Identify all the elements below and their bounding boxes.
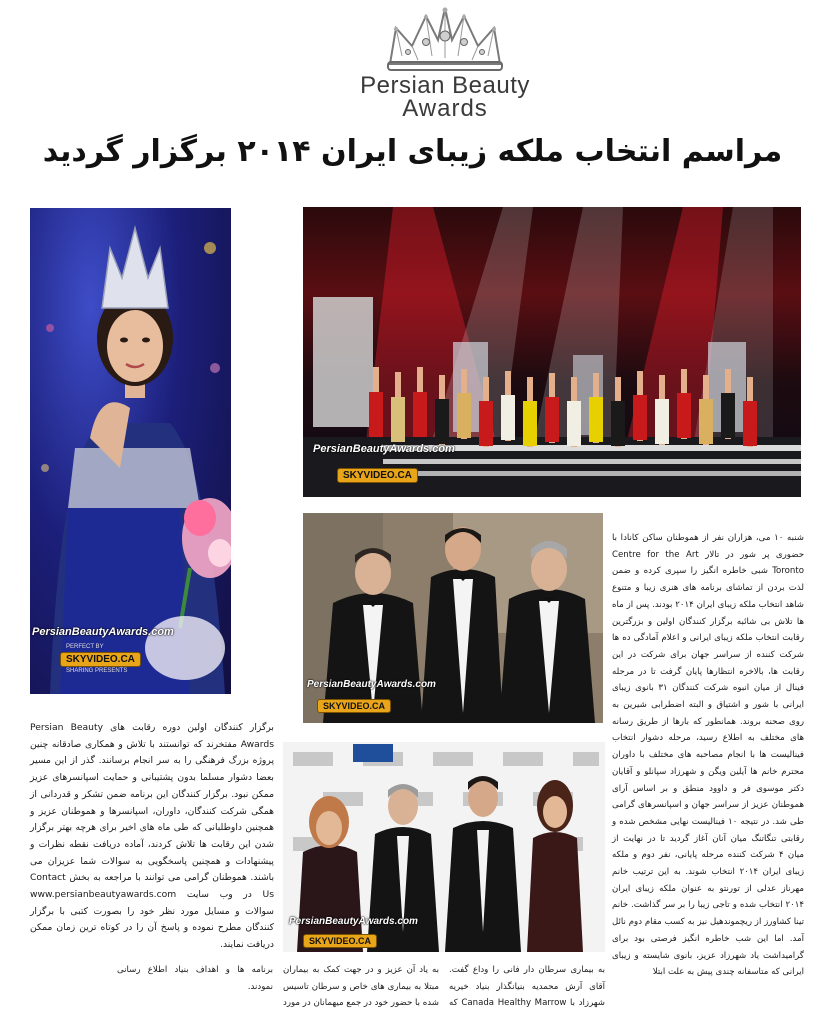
watermark-sponsor: SKYVIDEO.CA — [317, 699, 391, 713]
logo-line-2: Awards — [402, 95, 488, 122]
organizers-scene — [303, 513, 603, 723]
article-bottom-column — [117, 962, 605, 1022]
photo-red-carpet-group — [283, 742, 605, 952]
watermark-sponsor-top: PERFECT BY — [66, 644, 104, 650]
watermark-site: PersianBeautyAwards.com — [307, 679, 436, 690]
photo-three-organizers — [303, 513, 603, 723]
article-right-text: شنبه ۱۰ می، هزاران نفر از هموطنان ساکن کانادا با حضوری پر شور در تالار Centre for the Art Toronto شبی خاطره انگیز را سپری کرده و ضمن لذت بردن از تماشای برنامه های هنری زیبا و متنوع شاهد انتخاب ملکه زیبای ایران ۲۰۱۴ بودند. پس از ماه ها تلاش بی شائبه برگزار کنندگان اولین و بزرگترین رقابت انتخاب ملکه زیبای ایرانی و اعلام آمادگی ده ها شرکت کننده از سراسر جهان برای شرکت در این رقابت ها، بالاخره انتظارها پایان گرفت تا در مرحله فینال از میان انبوه شرکت کنندگان ۳۱ بانوی زیبای ایرانی با شور و اشتیاق و البته اضطرابی شیرین به روی صحنه بروند. همانطور که بارها از طریق رسانه های مختلف به اطلاع رسید، مرحله دشوار انتخاب فینالیست ها با انجام مصاحبه های مختلف با داوران محترم خانم ها آیلین ویگن و شهرزاد سپانلو و آقایان دکتر موسوی فر و داوود منطق و بر اساس آرای هموطنان عزیز از سراسر جهان و اسپانسرهای گرامی طی شد. در نتیجه ۱۰ فینالیست نهایی مشخص شده و رقابتی تنگاتنگ میان آنان آغاز گردید تا در نهایت از میان ۴ شرکت کننده مرحله پایانی، نفر دوم و ملکه زیبای ایران ۲۰۱۴ انتخاب شوند. به این ترتیب خانم مهرناز عدلی از تورنتو به عنوان ملکه زیبای ایران ۲۰۱۴ انتخاب شده و تاجی زیبا را بر سر گذاشت. خانم تینا کشاورز از ریچموندهیل نیز به کسب مقام دوم نائل آمد. اما این شب خاطره انگیز فرصتی بود برای گرامیداشت یاد شهرزاد عزیز، بانوی شایسته و زیبای ایرانی که متاسفانه چندی پیش به علت ابتلا — [612, 533, 805, 978]
article-left-text: برگزار کنندگان اولین دوره رقابت های Persian Beauty Awards مفتخرند که توانستند با تلاش و همکاری صادقانه چنین پروژه بزرگ فرهنگی را به سر انجام برسانند. گذر از این مسیر بعضا دشوار مسلما بدون پشتیبانی و حمایت اسپانسرهای عزیز ممکن نبود. برگزار کنندگان این برنامه ضمن تشکر و قدردانی از همگی شرکت کنندگان، داوران، اسپانسرها و هموطنان عزیز و همچنین داوطلبانی که طی ماه های اخیر برای هرچه بهتر برگزار شدن این رقابت ها تلاش کردند، آماده دریافت نقطه نظرات و پیشنهادات و همچنین پاسخگویی به سوالات شما عزیزان می باشند. هموطنان گرامی می توانند با مراجعه به بخش Contact Us در وب سایت www.persianbeautyawards.com سوالات و مسایل مورد نظر خود را بصورت کتبی با برگزار کنندگان مطرح نموده و پاسخ آن را در کوتاه ترین زمان ممکن دریافت نمایند. — [30, 722, 274, 951]
headline: مراسم انتخاب ملکه زیبای ایران ۲۰۱۴ برگزار گردید — [42, 134, 783, 169]
queen-figure — [30, 208, 231, 694]
crown-icon — [382, 6, 508, 72]
logo-line-1: Persian Beauty — [360, 72, 530, 99]
persian-beauty-awards-logo — [320, 6, 570, 122]
watermark-sponsor: SKYVIDEO.CA — [303, 934, 377, 948]
article-bottom-text: به بیماری سرطان دار فانی را وداع گفت. آقای آرش محمدیه بنیانگذار بنیاد خیریه شهرزاد با Canada Healthy Marrow که به یاد آن عزیز و در جهت کمک به بیماران مبتلا به بیماری های خاص و سرطان تاسیس شده با حضور خود در جمع میهمانان در مورد برنامه ها و اهداف بنیاد اطلاع رسانی نمودند. — [117, 965, 605, 1009]
watermark-sponsor: SKYVIDEO.CA — [60, 652, 141, 667]
watermark-sponsor: SKYVIDEO.CA — [337, 468, 418, 483]
watermark-site: PersianBeautyAwards.com — [289, 916, 418, 927]
watermark-site: PersianBeautyAwards.com — [313, 443, 455, 455]
photo-stage-contestants — [303, 207, 801, 497]
watermark-sponsor-sub: SHARING PRESENTS — [66, 668, 128, 674]
watermark-site: PersianBeautyAwards.com — [32, 626, 174, 638]
article-right-column — [612, 530, 804, 1020]
photo-crowned-queen — [30, 208, 231, 694]
